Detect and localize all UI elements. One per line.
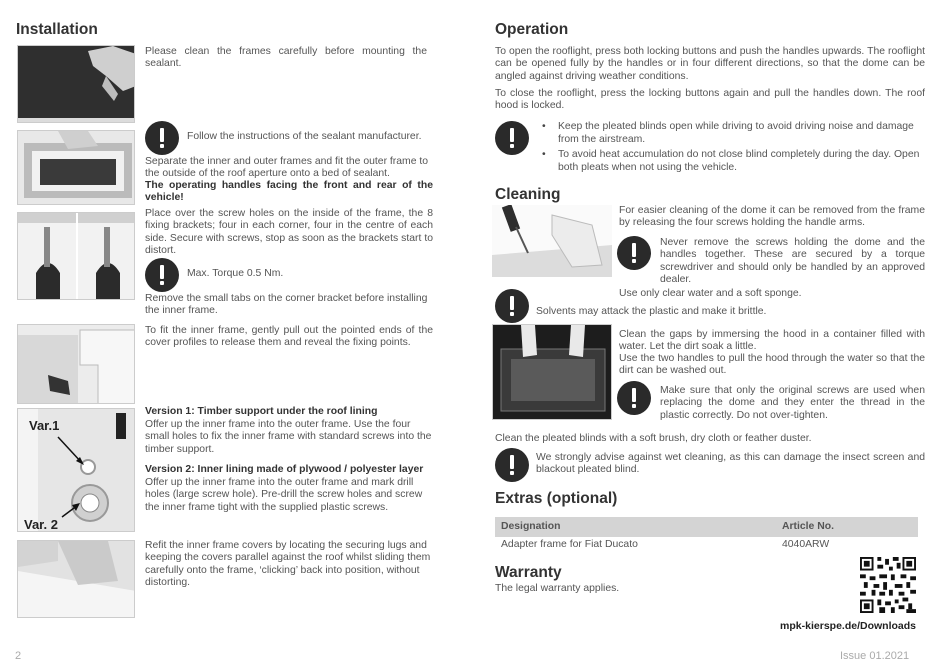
step1-text: Please clean the frames carefully before mounting the sealant.: [145, 46, 427, 70]
column-header-designation: Designation: [501, 521, 561, 532]
cleaning-paragraph-1: For easier cleaning of the dome it can be removed from the frame by releasing the four screws holding the handle arms.: [619, 205, 925, 229]
operation-bullet-list: [536, 121, 926, 178]
cleaning-warning-2: Solvents may attack the plastic and make it brittle.: [536, 306, 767, 317]
warranty-text: The legal warranty applies.: [495, 583, 620, 594]
photo-screw-variants: [17, 408, 135, 532]
warning-icon: [617, 381, 651, 415]
list-item: • To avoid heat accumulation do not close blind completely during the day. Open both pleats when not using the vehicle.: [536, 149, 926, 174]
frame-illustration: [18, 131, 135, 205]
screwdriver-illustration: [492, 205, 612, 277]
list-item: • Keep the pleated blinds open while driving to avoid driving noise and damage from the airstream.: [536, 121, 926, 146]
warranty-title: Warranty: [495, 564, 562, 581]
var2-label: Var. 2: [24, 517, 58, 532]
step2-warning-text: Follow the instructions of the sealant manufacturer.: [187, 131, 422, 142]
photo-cleaning-frame: [17, 45, 135, 123]
issue-label: Issue 01.2021: [840, 650, 910, 661]
column-header-article-no: Article No.: [782, 521, 834, 532]
step2-bold-text: The operating handles facing the front and rear of the vehicle!: [145, 180, 433, 204]
washing-illustration: [493, 325, 612, 420]
step6-text: Refit the inner frame covers by locating the securing lugs and keeping the covers parallel against the roof whilst sliding them carefully onto the frame, ‘clicking’ back into position, without distorting.: [145, 540, 431, 589]
cleaning-warning-4: We strongly advise against wet cleaning, as this can damage the insect screen and blackout pleated blind.: [536, 452, 925, 476]
cleaning-warning-1: Never remove the screws holding the dome and the handles together. These are secured by a torque screwdriver and should only be handled by an approved dealer.: [660, 237, 925, 286]
operation-paragraph-1: To open the rooflight, press both locking buttons and push the handles upwards. The rooflight can be opened fully by the handles or in four different directions, so that the dome can be angled against driving weather conditions.: [495, 46, 925, 82]
table-cell-designation: Adapter frame for Fiat Ducato: [501, 539, 638, 550]
warning-icon: [495, 121, 529, 155]
photo-refit-covers: [17, 540, 135, 618]
step3-after-text: Remove the small tabs on the corner bracket before installing the inner frame.: [145, 293, 428, 317]
step2-text: Separate the inner and outer frames and fit the outer frame to the outside of the roof aperture onto a bed of sealant.: [145, 156, 429, 180]
table-cell-article-no: 4040ARW: [782, 539, 830, 550]
step3-text: Place over the screw holes on the inside of the frame, the 8 fixing brackets; four in each corner, four in the centre of each side. Secure with screws, stop as soon as the brackets start to distort.: [145, 208, 433, 257]
step4-text: To fit the inner frame, gently pull out the pointed ends of the cover profiles to release them and reveal the fixing points.: [145, 325, 433, 349]
warning-icon: [495, 448, 529, 482]
photo-fixing-brackets: [17, 212, 135, 300]
photo-screwdriver: [492, 205, 612, 277]
extras-table-header: [495, 517, 918, 537]
installation-title: Installation: [16, 21, 98, 38]
bracket-illustration: [18, 213, 135, 300]
warning-icon: [145, 258, 179, 292]
warning-icon: [145, 121, 179, 155]
photo-washing-hood: [492, 324, 612, 420]
cover-illustration: [18, 325, 135, 404]
photo-outer-frame: [17, 130, 135, 205]
page-number: 2: [15, 650, 22, 661]
cleaning-paragraph-3b: Use the two handles to pull the hood through the water so that the dirt can be washed out.: [619, 353, 925, 377]
cleaning-title: Cleaning: [495, 186, 561, 203]
version2-title: Version 2: Inner lining made of plywood / polyester layer: [145, 464, 424, 475]
step3-warning-text: Max. Torque 0.5 Nm.: [187, 268, 284, 279]
cleaning-paragraph-3a: Clean the gaps by immersing the hood in a container filled with water. Let the dirt soak a little.: [619, 329, 925, 353]
table-row: [495, 535, 918, 555]
var1-label: Var.1: [29, 418, 60, 433]
version1-text: Offer up the inner frame into the outer frame. Use the four small holes to fix the inner frame with standard screws into the timber support.: [145, 419, 432, 455]
warning-icon: [617, 236, 651, 270]
cleaning-paragraph-4: Clean the pleated blinds with a soft brush, dry cloth or feather duster.: [495, 433, 812, 444]
refit-illustration: [18, 541, 135, 618]
version1-title: Version 1: Timber support under the roof lining: [145, 406, 378, 417]
version2-text: Offer up the inner frame into the outer frame and mark drill holes (large screw hole). Pre-drill the screw holes and screw the inner frame tight with the supplied plastic screws.: [145, 477, 423, 513]
cleaning-warning-3: Make sure that only the original screws are used when replacing the dome and they enter the thread in the plastic correctly. Do not over-tighten.: [660, 385, 925, 421]
cleaning-paragraph-2: Use only clear water and a soft sponge.: [619, 288, 802, 299]
qr-code-icon[interactable]: [860, 557, 916, 613]
extras-title: Extras (optional): [495, 490, 618, 507]
downloads-link[interactable]: mpk-kierspe.de/Downloads: [780, 620, 916, 632]
operation-paragraph-2: To close the rooflight, press the locking buttons again and pull the handles down. The roof hood is locked.: [495, 88, 925, 112]
hand-illustration: [18, 46, 135, 123]
photo-cover-profile: [17, 324, 135, 404]
operation-title: Operation: [495, 21, 569, 38]
warning-icon: [495, 289, 529, 323]
